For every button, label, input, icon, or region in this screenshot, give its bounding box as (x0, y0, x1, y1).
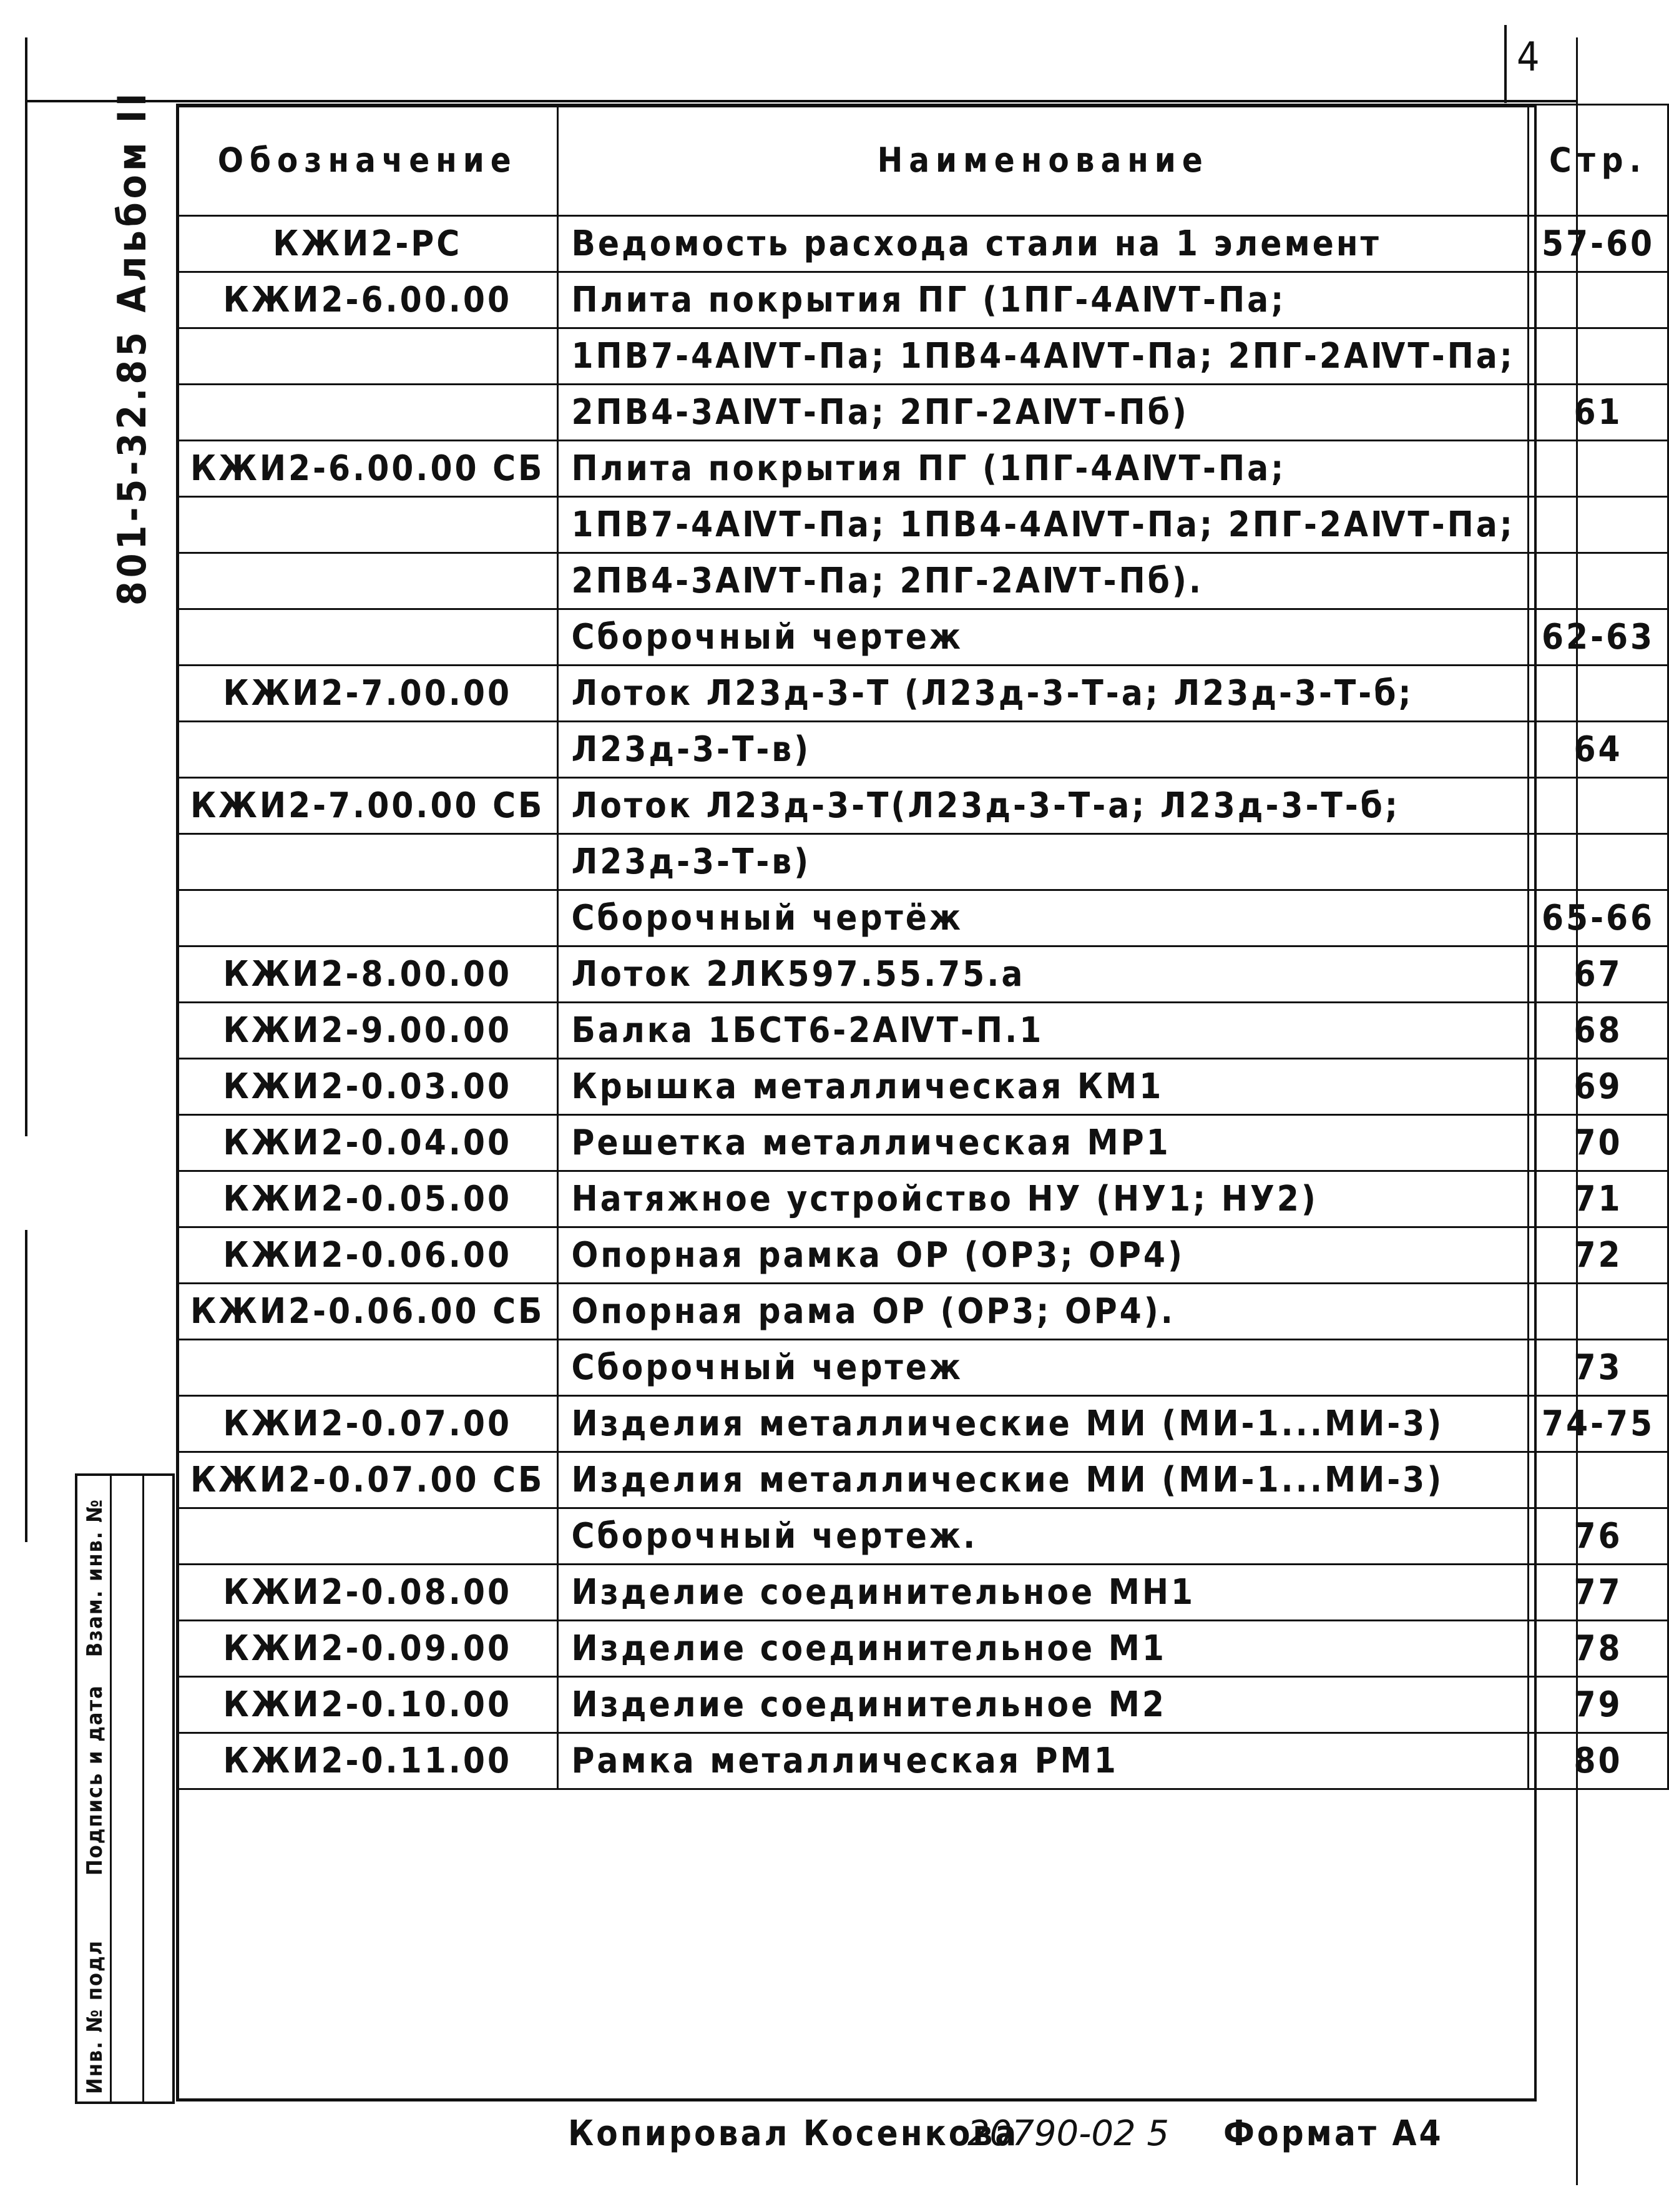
row-code: КЖИ2-0.07.00 (177, 1396, 558, 1452)
table-row (177, 834, 1668, 890)
row-page: 73 (1528, 1340, 1668, 1396)
table-row (177, 666, 1668, 722)
row-name: Плита покрытия ПГ (1ПГ-4АⅣТ-Па; (558, 272, 1529, 328)
row-code (177, 834, 558, 890)
row-code (177, 497, 558, 553)
album-title: 801-5-32.85 Альбом II (109, 89, 155, 606)
row-name: Изделие соединительное М2 (558, 1677, 1529, 1733)
footer-copied-by: Копировал Косенкова (568, 2113, 1019, 2154)
row-page: 69 (1528, 1059, 1668, 1115)
row-page: 61 (1528, 385, 1668, 441)
row-name: Сборочный чертеж (558, 1340, 1529, 1396)
row-code: КЖИ2-7.00.00 (177, 666, 558, 722)
row-code: КЖИ2-0.09.00 (177, 1621, 558, 1677)
row-name: Изделия металлические МИ (МИ-1...МИ-3) (558, 1396, 1529, 1452)
row-name: Опорная рамка ОР (ОР3; ОР4) (558, 1227, 1529, 1284)
row-name: Решетка металлическая МР1 (558, 1115, 1529, 1171)
specification-table (176, 104, 1669, 1790)
row-code: КЖИ2-9.00.00 (177, 1003, 558, 1059)
row-page: 76 (1528, 1508, 1668, 1565)
row-name: Лоток Л23д-3-Т (Л23д-3-Т-а; Л23д-3-Т-б; (558, 666, 1529, 722)
table-row (177, 890, 1668, 946)
row-page (1528, 441, 1668, 497)
row-page: 65-66 (1528, 890, 1668, 946)
table-row (177, 1003, 1668, 1059)
row-name: Плита покрытия ПГ (1ПГ-4АⅣТ-Па; (558, 441, 1529, 497)
row-name: Сборочный чертеж (558, 609, 1529, 666)
row-page: 78 (1528, 1621, 1668, 1677)
header-page: Стр. (1528, 105, 1668, 216)
row-page: 57-60 (1528, 216, 1668, 272)
table-row (177, 778, 1668, 834)
table-row (177, 1452, 1668, 1508)
row-code: КЖИ2-0.10.00 (177, 1677, 558, 1733)
row-code: КЖИ2-0.11.00 (177, 1733, 558, 1789)
row-name: Лоток Л23д-3-Т(Л23д-3-Т-а; Л23д-3-Т-б; (558, 778, 1529, 834)
row-name: Изделия металлические МИ (МИ-1...МИ-3) (558, 1452, 1529, 1508)
stamp-vzam: Взам. инв. № (82, 1498, 107, 1657)
row-name: 2ПВ4-3АⅣТ-Па; 2ПГ-2АⅣТ-Пб). (558, 553, 1529, 609)
row-page (1528, 553, 1668, 609)
page-number-box (1504, 25, 1578, 103)
row-code (177, 553, 558, 609)
row-name: Изделие соединительное МН1 (558, 1565, 1529, 1621)
top-frame-line (25, 100, 1576, 102)
row-name: Сборочный чертёж (558, 890, 1529, 946)
row-name: Балка 1БСТ6-2АⅣТ-П.1 (558, 1003, 1529, 1059)
row-code (177, 1508, 558, 1565)
table-row (177, 1059, 1668, 1115)
table-row (177, 722, 1668, 778)
table-row (177, 216, 1668, 272)
table-header-row (177, 105, 1668, 216)
row-page (1528, 666, 1668, 722)
row-name: Л23д-3-Т-в) (558, 722, 1529, 778)
table-row (177, 1621, 1668, 1677)
left-frame-line-lower (25, 1230, 27, 1542)
footer-doc-number: 20790-02 5 (967, 2113, 1170, 2154)
row-page: 72 (1528, 1227, 1668, 1284)
row-name: 1ПВ7-4АⅣТ-Па; 1ПВ4-4АⅣТ-Па; 2ПГ-2АⅣТ-Па; (558, 328, 1529, 385)
table-row (177, 1565, 1668, 1621)
row-page: 64 (1528, 722, 1668, 778)
row-name: Крышка металлическая КМ1 (558, 1059, 1529, 1115)
row-code (177, 890, 558, 946)
row-page (1528, 272, 1668, 328)
table-row (177, 1508, 1668, 1565)
row-page (1528, 834, 1668, 890)
row-name: 2ПВ4-3АⅣТ-Па; 2ПГ-2АⅣТ-Пб) (558, 385, 1529, 441)
stamp-sign-date: Подпись и дата (82, 1684, 107, 1875)
row-page: 77 (1528, 1565, 1668, 1621)
row-code: КЖИ2-0.03.00 (177, 1059, 558, 1115)
row-code (177, 385, 558, 441)
row-code: КЖИ2-0.04.00 (177, 1115, 558, 1171)
row-code: КЖИ2-РС (177, 216, 558, 272)
row-name: Изделие соединительное М1 (558, 1621, 1529, 1677)
table-row (177, 1284, 1668, 1340)
table-row (177, 441, 1668, 497)
table-row (177, 272, 1668, 328)
table-row (177, 553, 1668, 609)
row-code: КЖИ2-0.07.00 СБ (177, 1452, 558, 1508)
left-frame-line (25, 37, 27, 1136)
row-page: 80 (1528, 1733, 1668, 1789)
row-code: КЖИ2-6.00.00 СБ (177, 441, 558, 497)
table-row (177, 497, 1668, 553)
footer-format: Формат А4 (1223, 2113, 1444, 2154)
row-page (1528, 1452, 1668, 1508)
row-page: 71 (1528, 1171, 1668, 1227)
row-name: Лоток 2ЛК597.55.75.а (558, 946, 1529, 1003)
row-code: КЖИ2-0.05.00 (177, 1171, 558, 1227)
row-code: КЖИ2-8.00.00 (177, 946, 558, 1003)
row-code (177, 722, 558, 778)
row-name: Л23д-3-Т-в) (558, 834, 1529, 890)
row-name: Рамка металлическая РМ1 (558, 1733, 1529, 1789)
row-code: КЖИ2-0.06.00 СБ (177, 1284, 558, 1340)
row-page (1528, 328, 1668, 385)
row-name: Сборочный чертеж. (558, 1508, 1529, 1565)
row-page: 68 (1528, 1003, 1668, 1059)
table-row (177, 1677, 1668, 1733)
stamp-divider (142, 1476, 144, 2101)
row-page (1528, 497, 1668, 553)
row-page (1528, 778, 1668, 834)
row-code: КЖИ2-7.00.00 СБ (177, 778, 558, 834)
table-row (177, 1171, 1668, 1227)
table-row (177, 609, 1668, 666)
table-row (177, 385, 1668, 441)
side-stamp (75, 1473, 175, 2104)
row-name: Натяжное устройство НУ (НУ1; НУ2) (558, 1171, 1529, 1227)
row-page: 79 (1528, 1677, 1668, 1733)
row-code (177, 1340, 558, 1396)
table-row (177, 1396, 1668, 1452)
row-name: 1ПВ7-4АⅣТ-Па; 1ПВ4-4АⅣТ-Па; 2ПГ-2АⅣТ-Па; (558, 497, 1529, 553)
header-name: Наименование (558, 105, 1529, 216)
row-name: Опорная рама ОР (ОР3; ОР4). (558, 1284, 1529, 1340)
row-page (1528, 1284, 1668, 1340)
row-page: 67 (1528, 946, 1668, 1003)
stamp-divider (110, 1476, 112, 2101)
row-code (177, 328, 558, 385)
row-code: КЖИ2-6.00.00 (177, 272, 558, 328)
row-code: КЖИ2-0.06.00 (177, 1227, 558, 1284)
header-code: Обозначение (177, 105, 558, 216)
row-name: Ведомость расхода стали на 1 элемент (558, 216, 1529, 272)
table-row (177, 1340, 1668, 1396)
table-row (177, 1115, 1668, 1171)
stamp-inv-podl: Инв. № подл (82, 1939, 107, 2094)
table-row (177, 946, 1668, 1003)
row-page: 62-63 (1528, 609, 1668, 666)
table-row (177, 328, 1668, 385)
table-row (177, 1733, 1668, 1789)
page-number: 4 (1517, 34, 1540, 81)
row-code: КЖИ2-0.08.00 (177, 1565, 558, 1621)
row-page: 70 (1528, 1115, 1668, 1171)
table-row (177, 1227, 1668, 1284)
row-page: 74-75 (1528, 1396, 1668, 1452)
row-code (177, 609, 558, 666)
